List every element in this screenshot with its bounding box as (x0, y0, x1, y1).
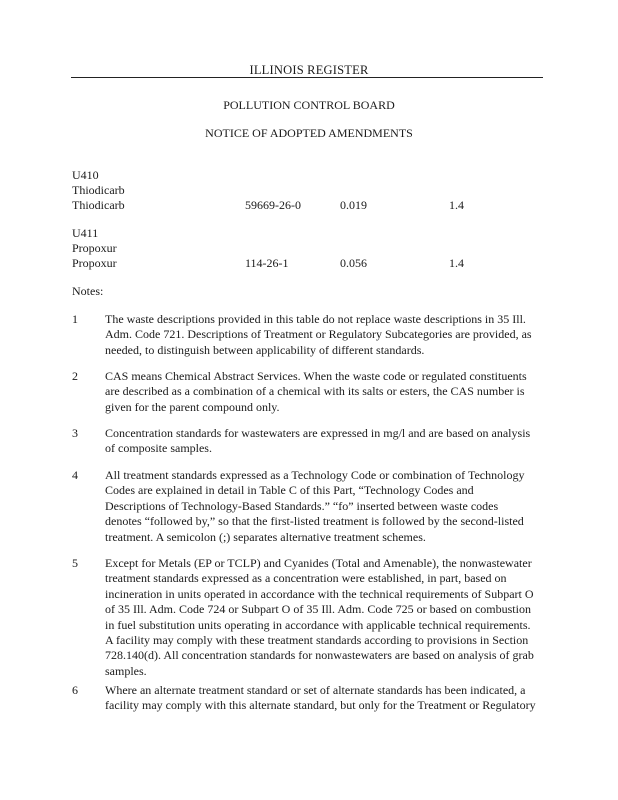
notice-title: NOTICE OF ADOPTED AMENDMENTS (205, 126, 413, 140)
note-text: All treatment standards expressed as a Technology Code or combination of Technology Codes are explained in detail in Table C of this Part, “Technology Codes and Descriptions of Technology-Based Standards.” “fo” inserted between waste codes denotes “followed by,” so that the first-listed treatment is followed by the second-listed treatment. A semicolon (;) separates alternative treatment schemes. (105, 468, 525, 544)
nonwastewater-standard: 1.4 (449, 198, 464, 212)
notes-label: Notes: (72, 284, 104, 298)
note-number: 3 (72, 426, 78, 440)
constituent-name: Propoxur (72, 256, 117, 270)
note-number: 2 (72, 369, 78, 383)
waste-description: Propoxur (72, 241, 117, 255)
cas-number: 59669-26-0 (245, 198, 301, 212)
note-text: Except for Metals (EP or TCLP) and Cyanides (Total and Amenable), the nonwastewater treatment standards expressed as a concentration were established, in part, based on incineration in units operated in accordance with the technical requirements of Subpart O of 35 Ill. Adm. Code 724 or Subpart O of 35 Ill. Adm. Code 725 or based on combustion in fuel substitution units operating in accordance with applicable technical requirements. A facility may comply with these treatment standards according to provisions in Section 728.140(d). All concentration standards for nonwastewaters are based on analysis of grab samples. (105, 556, 534, 678)
waste-code: U411 (72, 226, 99, 240)
note-text: Where an alternate treatment standard or set of alternate standards has been indicated, a facility may comply with this alternate standard, but only for the Treatment or Regulatory (105, 683, 536, 713)
constituent-name: Thiodicarb (72, 198, 125, 212)
wastewater-standard: 0.056 (340, 256, 367, 270)
wastewater-standard: 0.019 (340, 198, 367, 212)
note-number: 4 (72, 468, 78, 482)
waste-code: U410 (72, 168, 99, 182)
waste-description: Thiodicarb (72, 183, 125, 197)
note-text: Concentration standards for wastewaters are expressed in mg/l and are based on analysis of composite samples. (105, 426, 531, 456)
note-number: 6 (72, 683, 78, 697)
note-number: 5 (72, 556, 78, 570)
nonwastewater-standard: 1.4 (449, 256, 464, 270)
note-text: CAS means Chemical Abstract Services. When the waste code or regulated constituents are described as a combination of a chemical with its salts or esters, the CAS number is given for the parent compound only. (105, 369, 527, 414)
board-title: POLLUTION CONTROL BOARD (223, 98, 395, 112)
cas-number: 114-26-1 (245, 256, 289, 270)
note-number: 1 (72, 312, 78, 326)
register-title: ILLINOIS REGISTER (0, 63, 618, 78)
note-text: The waste descriptions provided in this table do not replace waste descriptions in 35 Ill. Adm. Code 721. Descriptions of Treatment or Regulatory Subcategories are provided, as needed, to distinguish between applicability of different standards. (105, 312, 532, 357)
